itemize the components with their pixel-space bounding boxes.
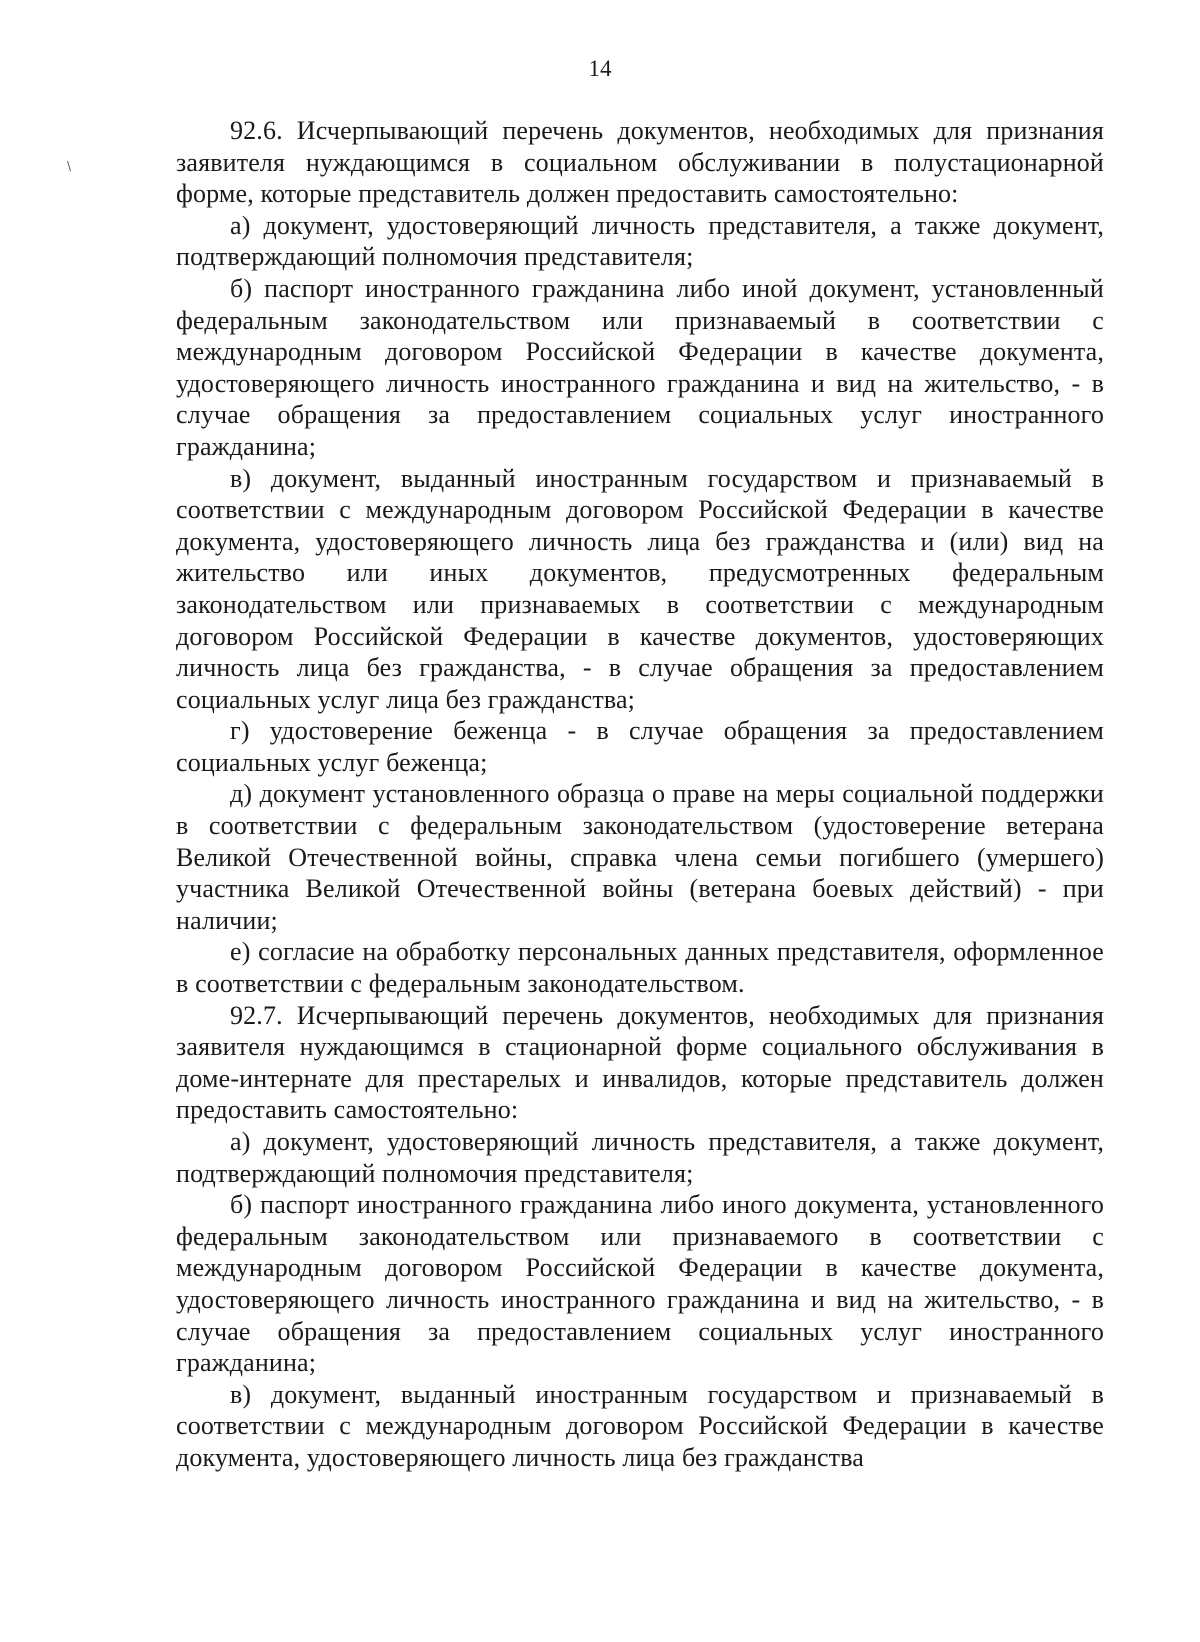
paragraph-92-6-b: б) паспорт иностранного гражданина либо иной документ, установленный федеральным законодательством или признаваемый в соответствии с международным договором Российской Федерации в качестве документа, удостоверяющего личность иностранного гражданина и вид на жительство, - в случае обращения за предоставлением социальных услуг иностранного гражданина; xyxy=(176,273,1104,461)
paragraph-92-7-a: а) документ, удостоверяющий личность представителя, а также документ, подтверждающий полномочия представителя; xyxy=(176,1127,1104,1188)
paragraph-92-6-v: в) документ, выданный иностранным государством и признаваемый в соответствии с международным договором Российской Федерации в качестве документа, удостоверяющего личность лица без гражданства и (или) вид на жительство или иных документов, предусмотренных федеральным законодательством или признаваемых в соответствии с международным договором Российской Федерации в качестве документов, удостоверяющих личность лица без гражданства, - в случае обращения за предоставлением социальных услуг лица без гражданства; xyxy=(176,463,1104,714)
paragraph-92-6-e: е) согласие на обработку персональных данных представителя, оформленное в соответствии с федеральным законодательством. xyxy=(176,937,1104,999)
paragraph-92-6-intro: 92.6. Исчерпывающий перечень документов, необходимых для признания заявителя нуждающимся в социальном обслуживании в полустационарной форме, которые представитель должен предоставить самостоятельно: xyxy=(176,116,1104,209)
paragraph-92-7-intro: 92.7. Исчерпывающий перечень документов, необходимых для признания заявителя нуждающимся в стационарной форме социального обслуживания в доме-интернате для престарелых и инвалидов, которые представитель должен предоставить самостоятельно: xyxy=(176,1000,1104,1125)
paragraph-92-7-b: б) паспорт иностранного гражданина либо иного документа, установленного федеральным законодательством или признаваемого в соответствии с международным договором Российской Федерации в качестве документа, удостоверяющего личность иностранного гражданина и вид на жительство, - в случае обращения за предоставлением социальных услуг иностранного гражданина; xyxy=(176,1190,1104,1378)
page-number: 14 xyxy=(588,56,612,81)
document-body xyxy=(176,115,1104,1474)
paragraph-92-6-g: г) удостоверение беженца - в случае обращения за предоставлением социальных услуг беженца; xyxy=(176,716,1104,777)
margin-mark: \ xyxy=(67,159,72,173)
paragraph-92-6-a: а) документ, удостоверяющий личность представителя, а также документ, подтверждающий полномочия представителя; xyxy=(176,210,1104,272)
paragraph-92-7-v: в) документ, выданный иностранным государством и признаваемый в соответствии с международным договором Российской Федерации в качестве документа, удостоверяющего личность лица без гражданства xyxy=(176,1379,1104,1472)
paragraph-92-6-d: д) документ установленного образца о праве на меры социальной поддержки в соответствии с федеральным законодательством (удостоверение ветерана Великой Отечественной войны, справка члена семьи погибшего (умершего) участника Великой Отечественной войны (ветерана боевых действий) - при наличии; xyxy=(176,779,1104,935)
